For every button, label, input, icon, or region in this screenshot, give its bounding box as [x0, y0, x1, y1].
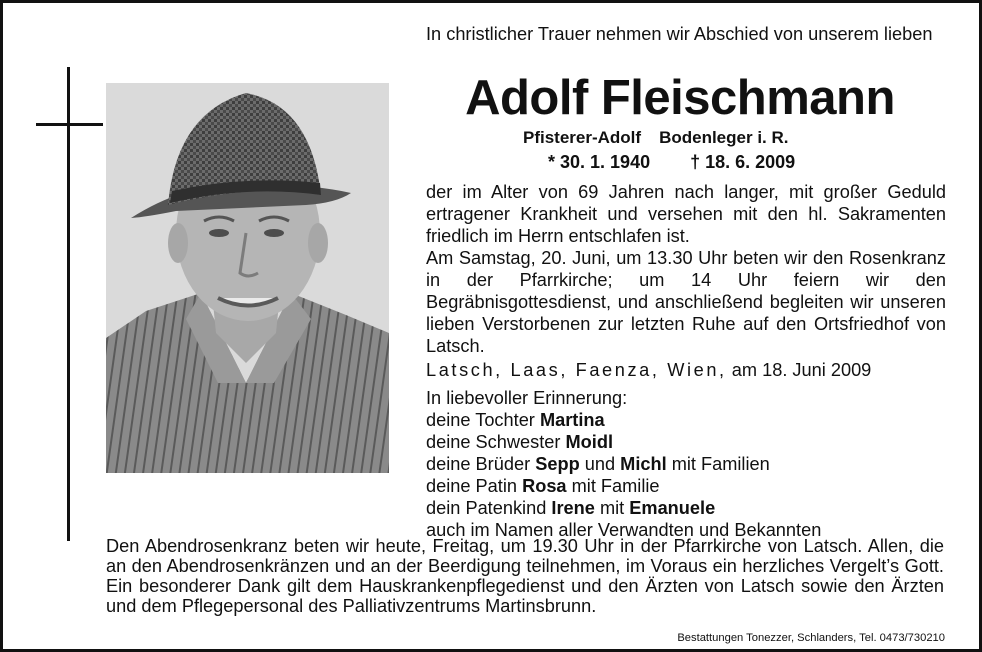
towns: Latsch, Laas, Faenza, Wien, — [426, 360, 727, 380]
dates-row — [548, 151, 848, 173]
nickname: Pfisterer-Adolf — [523, 128, 642, 147]
mourners-heading: In liebevoller Erinnerung: — [426, 388, 628, 408]
list-item: deine Brüder Sepp und Michl mit Familien — [426, 454, 770, 474]
list-item: dein Patenkind Irene mit Emanuele — [426, 498, 716, 518]
death-paragraph: der im Alter von 69 Jahren nach langer, mit großer Geduld ertragener Krankheit und versehen mit den hl. Sakramenten friedlich im Herrn entschlafen ist. — [426, 182, 946, 246]
occupation: Bodenleger i. R. — [659, 128, 789, 147]
list-item: deine Patin Rosa mit Familie — [426, 476, 660, 496]
mourners-list — [426, 387, 946, 541]
cross-icon — [67, 67, 70, 541]
funeral-home-credit: Bestattungen Tonezzer, Schlanders, Tel. 0473/730210 — [677, 632, 945, 644]
place-date-line — [426, 359, 946, 381]
list-item: deine Schwester Moidl — [426, 432, 614, 452]
death-date: † 18. 6. 2009 — [690, 152, 796, 172]
subtitle-row — [523, 127, 843, 149]
cross-icon-bar — [36, 123, 103, 126]
list-item: deine Tochter Martina — [426, 410, 605, 430]
deceased-name: Adolf Fleischmann — [465, 71, 895, 125]
funeral-paragraph: Am Samstag, 20. Juni, um 13.30 Uhr beten wir den Rosenkranz in der Pfarrkirche; um 14 Uhr feiern wir den Begräbnisgottesdienst, und anschließend begleiten wir unseren lieben Verstorbenen zur letzten Ruhe auf den Ortsfriedhof von Latsch. — [426, 248, 946, 356]
thanks-paragraph: Den Abendrosenkranz beten wir heute, Freitag, um 19.30 Uhr in der Pfarrkirche von Latsch. Allen, die an den Abendrosenkränzen und an der Beerdigung teilnehmen, im Voraus ein herzliches Vergelt’s Gott. Ein besonderer Dank gilt dem Hauskrankenpflegedienst und den Ärzten von Latsch sowie den Ärzten und dem Pflegepersonal des Palliativzentrums Martinsbrunn. — [106, 536, 944, 616]
portrait-photo — [106, 83, 389, 473]
mourners-closing: auch im Namen aller Verwandten und Bekannten — [426, 520, 822, 540]
birth-date: * 30. 1. 1940 — [548, 152, 651, 172]
date: am 18. Juni 2009 — [731, 360, 872, 380]
intro-text: In christlicher Trauer nehmen wir Abschied von unserem lieben — [426, 24, 933, 44]
